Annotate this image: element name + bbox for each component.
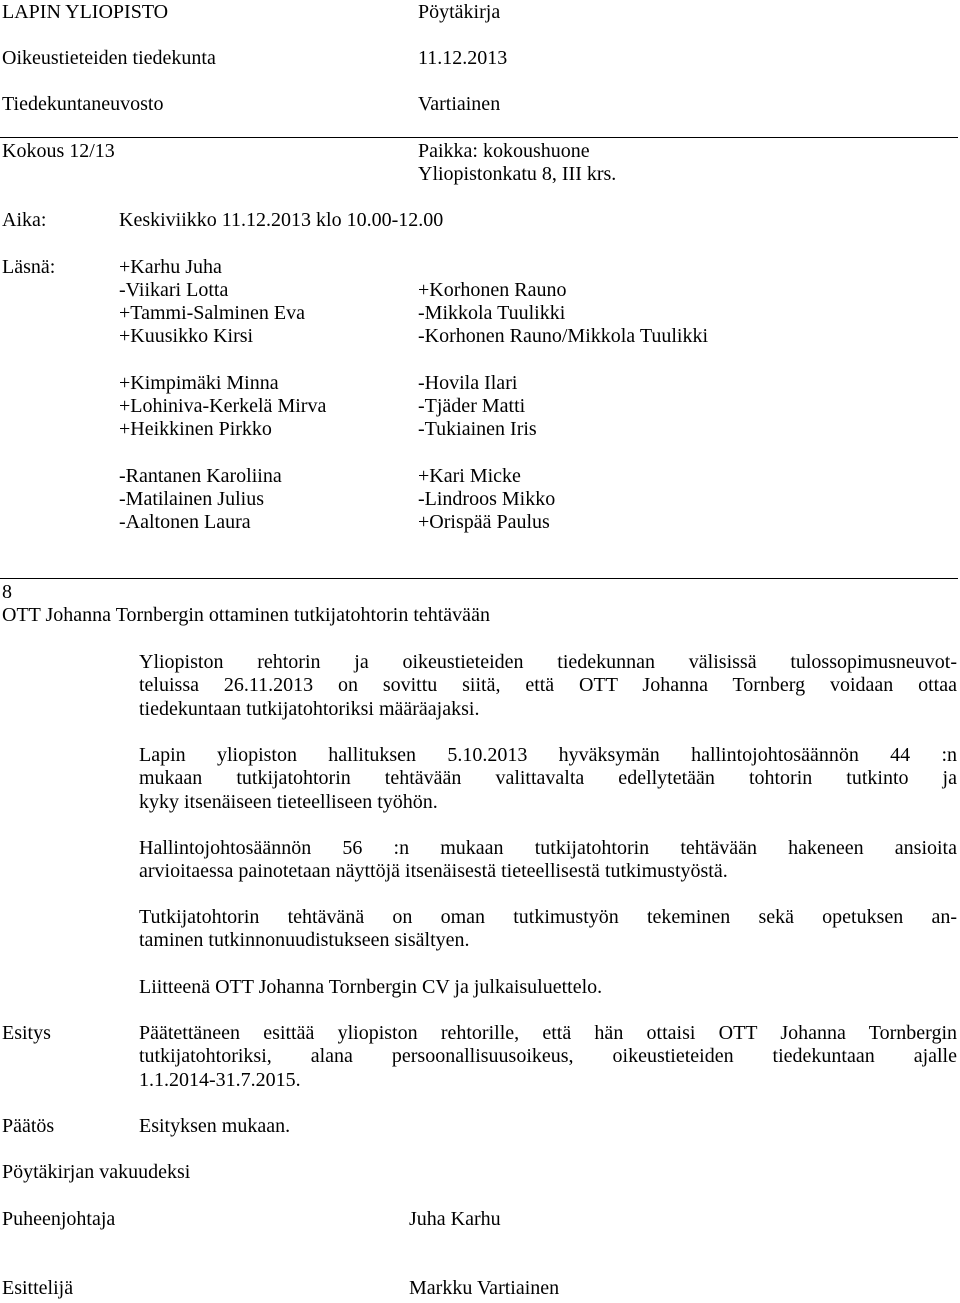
document-date: 11.12.2013	[418, 47, 508, 69]
attendance-label: Läsnä:	[2, 256, 56, 278]
paragraph-line: 1.1.2014-31.7.2015.	[139, 1068, 301, 1091]
paragraph-line: mukaan tutkijatohtorin tehtävään valittavalta edellytetään tohtorin tutkinto ja	[139, 767, 957, 790]
secretary-label: Esittelijä	[2, 1277, 74, 1299]
attendee: -Tjäder Matti	[418, 395, 526, 417]
item-paragraph	[139, 744, 957, 814]
paragraph-line: taminen tutkinnonuudistukseen sisältyen.	[139, 929, 470, 952]
attendee: -Viikari Lotta	[119, 279, 229, 301]
attendee: -Lindroos Mikko	[418, 488, 556, 510]
meeting-number: Kokous 12/13	[2, 140, 115, 162]
attendee: -Mikkola Tuulikki	[418, 302, 566, 324]
paragraph-line: arvioitaessa painotetaan näyttöjä itsenäisestä tieteellisestä tutkimustyöstä.	[139, 860, 728, 883]
paragraph-line: tutkijatohtoriksi, alana persoonallisuusoikeus, oikeustieteiden tiedekuntaan ajalle	[139, 1045, 957, 1068]
time-value: Keskiviikko 11.12.2013 klo 10.00-12.00	[119, 209, 444, 231]
attendee: +Kari Micke	[418, 465, 521, 487]
attendee: -Tukiainen Iris	[418, 418, 537, 440]
attendee: -Matilainen Julius	[119, 488, 264, 510]
attendee: +Karhu Juha	[119, 256, 222, 278]
paragraph-line: Hallintojohtosäännön 56 :n mukaan tutkijatohtorin tehtävään hakeneen ansioita	[139, 837, 957, 859]
item-title: OTT Johanna Tornbergin ottaminen tutkijatohtorin tehtävään	[2, 604, 490, 626]
attendee: +Korhonen Rauno	[418, 279, 567, 301]
university-name: LAPIN YLIOPISTO	[2, 1, 169, 23]
attendee: +Kuusikko Kirsi	[119, 325, 254, 347]
paragraph-line: Tutkijatohtorin tehtävänä on oman tutkimustyön tekeminen sekä opetuksen an-	[139, 906, 957, 928]
paragraph-line: teluissa 26.11.2013 on sovittu siitä, että OTT Johanna Tornberg voidaan ottaa	[139, 674, 957, 697]
signatures-heading: Pöytäkirjan vakuudeksi	[2, 1161, 191, 1183]
paragraph-line: Yliopiston rehtorin ja oikeustieteiden tiedekunnan välisissä tulossopimusneuvot-	[139, 651, 957, 673]
time-label: Aika:	[2, 209, 47, 231]
attendee: +Heikkinen Pirkko	[119, 418, 272, 440]
attendee: -Rantanen Karoliina	[119, 465, 282, 487]
item-divider	[0, 578, 958, 579]
attendee: +Orispää Paulus	[418, 511, 550, 533]
attendee: +Lohiniva-Kerkelä Mirva	[119, 395, 327, 417]
paragraph-line: Liitteenä OTT Johanna Tornbergin CV ja julkaisuluettelo.	[139, 976, 603, 998]
attendee: +Kimpimäki Minna	[119, 372, 279, 394]
proposal-label: Esitys	[2, 1022, 51, 1044]
item-paragraph	[139, 651, 957, 721]
document-type: Pöytäkirja	[418, 1, 501, 23]
paragraph-line: Päätettäneen esittää yliopiston rehtorille, että hän ottaisi OTT Johanna Tornbergin	[139, 1022, 957, 1044]
attendee: -Korhonen Rauno/Mikkola Tuulikki	[418, 325, 709, 347]
item-paragraph	[139, 837, 957, 884]
proposal-text	[139, 1022, 957, 1092]
paragraph-line: kyky itsenäiseen tieteelliseen työhön.	[139, 790, 438, 813]
faculty-name: Oikeustieteiden tiedekunta	[2, 47, 216, 69]
chair-name: Juha Karhu	[409, 1208, 501, 1230]
document-author: Vartiainen	[418, 93, 501, 115]
item-number: 8	[2, 581, 12, 603]
paragraph-line: Lapin yliopiston hallituksen 5.10.2013 hyväksymän hallintojohtosäännön 44 :n	[139, 744, 957, 766]
attendee: +Tammi-Salminen Eva	[119, 302, 305, 324]
decision-text: Esityksen mukaan.	[139, 1115, 291, 1137]
secretary-name: Markku Vartiainen	[409, 1277, 560, 1299]
paragraph-line: tiedekuntaan tutkijatohtoriksi määräajaksi.	[139, 697, 480, 720]
chair-label: Puheenjohtaja	[2, 1208, 116, 1230]
meeting-address: Yliopistonkatu 8, III krs.	[418, 163, 617, 185]
attendee: -Hovila Ilari	[418, 372, 518, 394]
item-paragraph	[139, 976, 957, 999]
header-divider	[0, 137, 958, 138]
council-name: Tiedekuntaneuvosto	[2, 93, 164, 115]
attendee: -Aaltonen Laura	[119, 511, 251, 533]
item-paragraph	[139, 906, 957, 953]
meeting-place: Paikka: kokoushuone	[418, 140, 590, 162]
decision-label: Päätös	[2, 1115, 55, 1137]
